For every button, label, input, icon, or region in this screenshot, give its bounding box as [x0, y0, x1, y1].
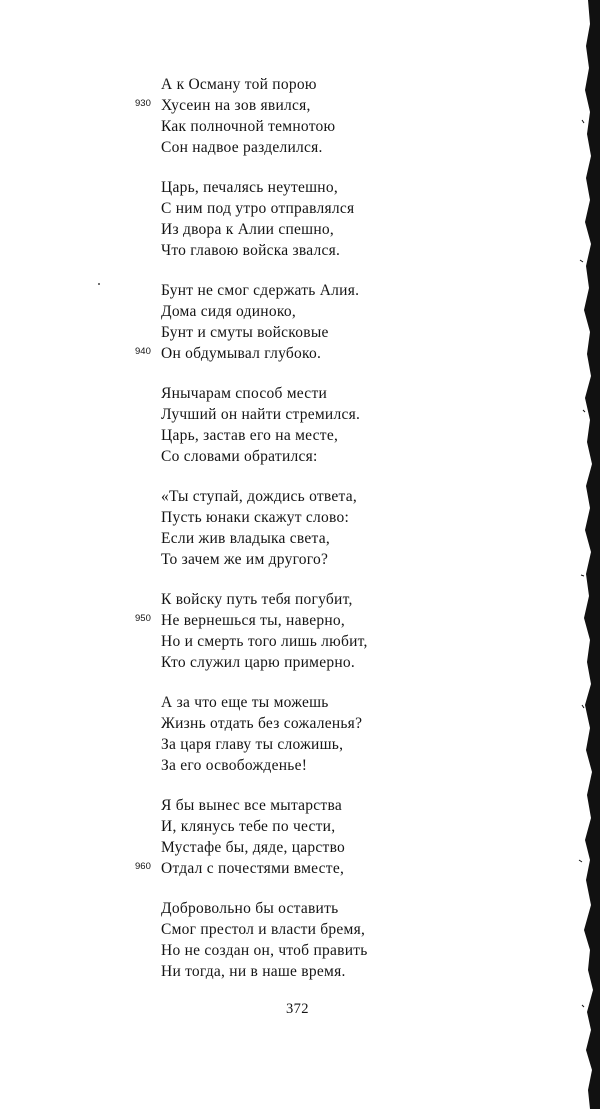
verse-line — [161, 198, 491, 219]
stanza — [135, 74, 491, 158]
verse-text: Кто служил царю примерно. — [161, 654, 356, 671]
verse-line — [161, 549, 491, 570]
verse-text: Если жив владыка света, — [161, 530, 330, 547]
verse-text: А за что еще ты можешь — [161, 694, 329, 711]
verse-line — [135, 343, 491, 364]
verse-line — [161, 734, 491, 755]
verse-text: То зачем же им другого? — [161, 551, 329, 568]
stanza — [161, 898, 491, 982]
verse-text: Жизнь отдать без сожаленья? — [161, 715, 363, 732]
verse-line — [161, 528, 491, 549]
verse-text: С ним под утро отправлялся — [161, 200, 355, 217]
verse-text: Пусть юнаки скажут слово: — [161, 509, 350, 526]
verse-line — [161, 240, 491, 261]
scan-speck — [98, 283, 100, 285]
scan-edge-fill — [584, 0, 600, 1109]
verse-text: Не вернешься ты, наверно, — [161, 612, 346, 629]
verse-text: Бунт не смог сдержать Алия. — [161, 282, 360, 299]
verse-text: «Ты ступай, дождись ответа, — [161, 488, 358, 505]
line-number: 940 — [135, 346, 151, 357]
line-number: 930 — [135, 98, 151, 109]
verse-text: А к Осману той порою — [161, 76, 317, 93]
verse-line — [161, 652, 491, 673]
verse-line — [135, 95, 491, 116]
verse-line — [161, 589, 491, 610]
verse-line — [161, 404, 491, 425]
line-number: 960 — [135, 861, 151, 872]
verse-text: Мустафе бы, дяде, царство — [161, 839, 346, 856]
verse-line — [161, 425, 491, 446]
verse-text: К войску путь тебя погубит, — [161, 591, 353, 608]
verse-line — [161, 219, 491, 240]
verse-text: Как полночной темнотою — [161, 118, 336, 135]
stanza — [161, 692, 491, 776]
verse-text: Он обдумывал глубоко. — [161, 345, 322, 362]
stanza — [161, 486, 491, 570]
stanza — [161, 177, 491, 261]
verse-line — [161, 795, 491, 816]
verse-text: Бунт и смуты войсковые — [161, 324, 329, 341]
verse-line — [161, 837, 491, 858]
verse-line — [135, 858, 491, 879]
scan-edge-shadow — [560, 0, 600, 1109]
verse-line — [161, 816, 491, 837]
poem-text — [135, 74, 491, 1001]
verse-line — [161, 446, 491, 467]
verse-line — [161, 961, 491, 982]
verse-line — [161, 713, 491, 734]
verse-line — [161, 322, 491, 343]
verse-line — [161, 898, 491, 919]
verse-text: Ни тогда, ни в наше время. — [161, 963, 346, 980]
verse-text: Отдал с почестями вместе, — [161, 860, 345, 877]
verse-line — [161, 940, 491, 961]
verse-line — [161, 280, 491, 301]
verse-text: Царь, печалясь неутешно, — [161, 179, 338, 196]
verse-text: Я бы вынес все мытарства — [161, 797, 342, 814]
verse-text: Добровольно бы оставить — [161, 900, 339, 917]
verse-text: Что главою войска звался. — [161, 242, 341, 259]
verse-text: Но не создан он, чтоб править — [161, 942, 368, 959]
verse-text: Смог престол и власти бремя, — [161, 921, 366, 938]
verse-line — [161, 486, 491, 507]
verse-line — [161, 74, 491, 95]
verse-line — [161, 692, 491, 713]
verse-line — [161, 755, 491, 776]
verse-line — [161, 919, 491, 940]
verse-text: Хусеин на зов явился, — [161, 97, 311, 114]
stanza — [135, 589, 491, 673]
line-number: 950 — [135, 613, 151, 624]
verse-text: Сон надвое разделился. — [161, 139, 323, 156]
verse-line — [161, 383, 491, 404]
verse-text: За его освобожденье! — [161, 757, 308, 774]
page-number: 372 — [286, 1001, 309, 1017]
stanza — [161, 383, 491, 467]
scan-edge-flecks — [579, 120, 585, 1007]
verse-line — [161, 177, 491, 198]
stanza — [135, 795, 491, 879]
verse-text: Из двора к Алии спешно, — [161, 221, 335, 238]
verse-text: Дома сидя одиноко, — [161, 303, 296, 320]
verse-text: Царь, застав его на месте, — [161, 427, 339, 444]
verse-text: За царя главу ты сложишь, — [161, 736, 344, 753]
verse-line — [161, 301, 491, 322]
verse-text: И, клянусь тебе по чести, — [161, 818, 336, 835]
verse-line — [161, 116, 491, 137]
verse-text: Лучший он найти стремился. — [161, 406, 361, 423]
verse-line — [161, 631, 491, 652]
verse-text: Янычарам способ мести — [161, 385, 328, 402]
verse-text: Но и смерть того лишь любит, — [161, 633, 368, 650]
stanza — [135, 280, 491, 364]
verse-line — [135, 610, 491, 631]
verse-line — [161, 137, 491, 158]
verse-line — [161, 507, 491, 528]
verse-text: Со словами обратился: — [161, 448, 318, 465]
